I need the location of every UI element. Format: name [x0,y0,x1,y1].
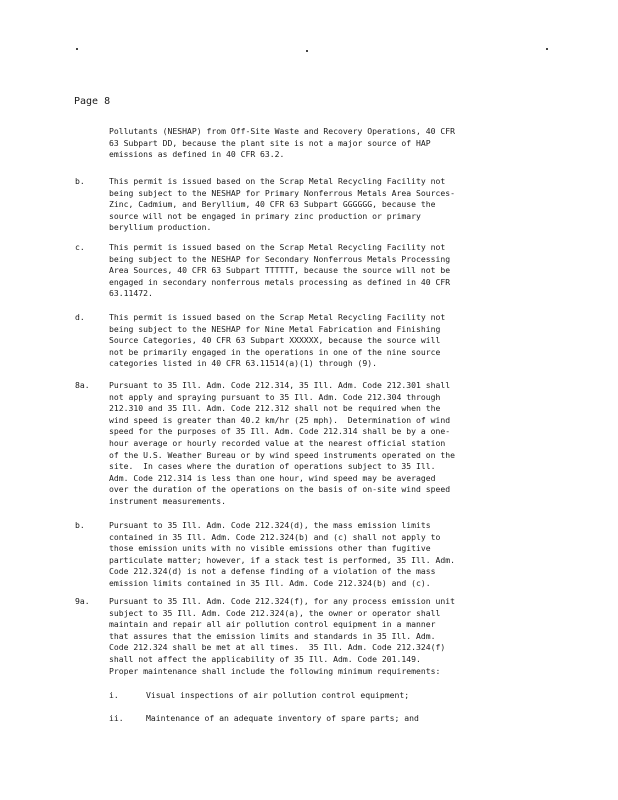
page-number: Page 8 [74,96,111,107]
text-line: not apply and spraying pursuant to 35 Ill. Adm. Code 212.304 through [109,391,441,402]
text-line: those emission units with no visible emissions other than fugitive [109,543,431,554]
text-line: Source Categories, 40 CFR 63 Subpart XXXXXX, because the source will [109,335,441,346]
text-line: Zinc, Cadmium, and Beryllium, 40 CFR 63 Subpart GGGGGG, because the [109,199,436,210]
text-line: Code 212.324(d) is not a defense finding of a violation of the mass [109,566,436,577]
paragraph-continuation [109,126,541,161]
text-line: This permit is issued based on the Scrap Metal Recycling Facility not [109,312,446,322]
text-line: Pollutants (NESHAP) from Off-Site Waste and Recovery Operations, 40 CFR [109,126,455,136]
scan-speck [76,48,78,50]
list-item-numeral: i. [109,690,119,700]
text-line: 63.11472. [109,288,153,299]
text-line: speed for the purposes of 35 Ill. Adm. Code 212.314 shall be by a one- [109,426,451,437]
paragraph-label: 9a. [75,596,90,606]
scan-speck [306,50,308,52]
paragraph-b [109,176,541,234]
list-item-text [146,713,419,725]
text-line: 212.310 and 35 Ill. Adm. Code 212.312 shall not be required when the [109,403,441,414]
text-line: not be primarily engaged in the operations in one of the nine source [109,346,441,357]
text-line: source will not be engaged in primary zinc production or primary [109,210,421,221]
text-line: Proper maintenance shall include the following minimum requirements: [109,665,441,676]
text-line: Adm. Code 212.314 is less than one hour, wind speed may be averaged [109,472,436,483]
text-line: This permit is issued based on the Scrap Metal Recycling Facility not [109,242,446,252]
paragraph-label: b. [75,520,85,530]
text-line: Visual inspections of air pollution control equipment; [146,690,410,700]
text-line: that assures that the emission limits and standards in 35 Ill. Adm. [109,630,436,641]
paragraph-label: 8a. [75,380,90,390]
paragraph-label: d. [75,312,85,322]
text-line: site. In cases where the duration of operations subject to 35 Ill. [109,461,436,472]
text-line: hour average or hourly recorded value at the nearest official station [109,437,446,448]
text-line: emission limits contained in 35 Ill. Adm. Code 212.324(b) and (c). [109,577,431,588]
text-line: This permit is issued based on the Scrap Metal Recycling Facility not [109,176,446,186]
text-line: categories listed in 40 CFR 63.11514(a)(1) through (9). [109,358,378,369]
text-line: Pursuant to 35 Ill. Adm. Code 212.314, 35 Ill. Adm. Code 212.301 shall [109,380,451,390]
text-line: Code 212.324 shall be met at all times. 35 Ill. Adm. Code 212.324(f) [109,642,446,653]
text-line: shall not affect the applicability of 35 Ill. Adm. Code 201.149. [109,653,421,664]
text-line: subject to 35 Ill. Adm. Code 212.324(a), the owner or operator shall [109,607,441,618]
text-line: engaged in secondary nonferrous metals processing as defined in 40 CFR [109,276,451,287]
text-line: Maintenance of an adequate inventory of spare parts; and [146,713,419,723]
paragraph-8a [109,380,541,508]
text-line: contained in 35 Ill. Adm. Code 212.324(b) and (c) shall not apply to [109,531,441,542]
text-line: Pursuant to 35 Ill. Adm. Code 212.324(f), for any process emission unit [109,596,455,606]
text-line: wind speed is greater than 40.2 km/hr (25 mph). Determination of wind [109,414,451,425]
text-line: 63 Subpart DD, because the plant site is not a major source of HAP [109,137,431,148]
text-line: Pursuant to 35 Ill. Adm. Code 212.324(d), the mass emission limits [109,520,431,530]
text-line: beryllium production. [109,222,212,233]
list-item-numeral: ii. [109,713,124,723]
text-line: particulate matter; however, if a stack test is performed, 35 Ill. Adm. [109,554,455,565]
paragraph-8b [109,520,541,590]
text-line: maintain and repair all air pollution control equipment in a manner [109,619,436,630]
text-line: being subject to the NESHAP for Secondary Nonferrous Metals Processing [109,253,451,264]
list-item-text [146,690,409,702]
text-line: being subject to the NESHAP for Nine Metal Fabrication and Finishing [109,323,441,334]
text-line: of the U.S. Weather Bureau or by wind speed instruments operated on the [109,449,455,460]
paragraph-d [109,312,541,370]
text-line: Area Sources, 40 CFR 63 Subpart TTTTTT, because the source will not be [109,265,451,276]
paragraph-9a [109,596,541,677]
text-line: over the duration of the operations on the basis of on-site wind speed [109,484,451,495]
paragraph-label: b. [75,176,85,186]
text-line: being subject to the NESHAP for Primary Nonferrous Metals Area Sources- [109,187,455,198]
paragraph-c [109,242,541,300]
text-line: instrument measurements. [109,495,226,506]
scan-speck [546,48,548,50]
paragraph-label: c. [75,242,85,252]
text-line: emissions as defined in 40 CFR 63.2. [109,149,285,160]
